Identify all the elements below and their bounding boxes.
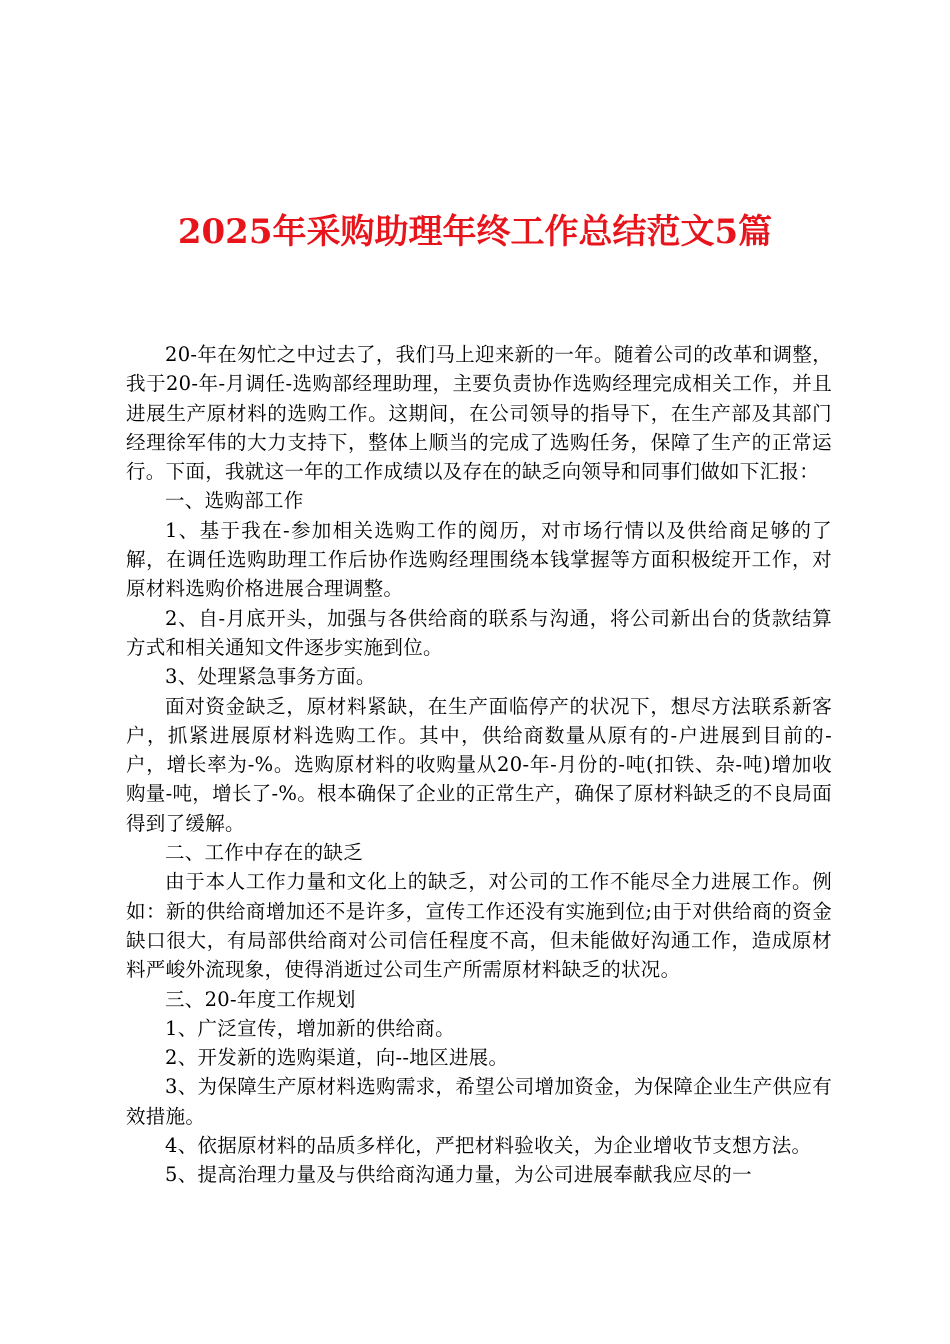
paragraph: 3、处理紧急事务方面。 [165,665,376,689]
list-item: 2、开发新的选购渠道，向--地区进展。 [165,1046,509,1070]
section-heading: 三、20-年度工作规划 [165,987,356,1011]
list-item: 4、依据原材料的品质多样化，严把材料验收关，为企业增收节支想方法。 [165,1134,812,1158]
section-heading: 二、工作中存在的缺乏 [165,841,364,865]
document-title: 2025年采购助理年终工作总结范文5篇 [177,212,773,252]
list-item: 5、提高治理力量及与供给商沟通力量，为公司进展奉献我应尽的一 [165,1163,752,1187]
paragraph: 面对资金缺乏，原材料紧缺，在生产面临停产的状况下，想尽方法联系新客户，抓紧进展原材料选购工作。其中，供给商数量从原有的-户进展到目前的-户，增长率为-%。选购原材料的收购量从20-年-月份的-吨(扣铁、杂-吨)增加收购量-吨，增长了-%。根本确保了企业的正常生产，确保了原材料缺乏的不良局面得到了缓解。 [126,694,832,835]
paragraph: 由于本人工作力量和文化上的缺乏，对公司的工作不能尽全力进展工作。例如：新的供给商增加还不是许多，宣传工作还没有实施到位;由于对供给商的资金缺口很大，有局部供给商对公司信任程度不高，但未能做好沟通工作，造成原材料严峻外流现象，使得消逝过公司生产所需原材料缺乏的状况。 [126,870,832,982]
paragraph: 2、自-月底开头，加强与各供给商的联系与沟通，将公司新出台的货款结算方式和相关通知文件逐步实施到位。 [126,606,832,659]
paragraph: 20-年在匆忙之中过去了，我们马上迎来新的一年。随着公司的改革和调整，我于20-年-月调任-选购部经理助理，主要负责协作选购经理完成相关工作，并且进展生产原材料的选购工作。这期间，在公司领导的指导下，在生产部及其部门经理徐军伟的大力支持下，整体上顺当的完成了选购任务，保障了生产的正常运行。下面，我就这一年的工作成绩以及存在的缺乏向领导和同事们做如下汇报： [126,343,832,484]
list-item: 3、为保障生产原材料选购需求，希望公司增加资金，为保障企业生产供应有效措施。 [126,1075,832,1128]
paragraph: 1、基于我在-参加相关选购工作的阅历，对市场行情以及供给商足够的了解，在调任选购助理工作后协作选购经理围绕本钱掌握等方面积极绽开工作，对原材料选购价格进展合理调整。 [126,518,832,601]
section-heading: 一、选购部工作 [165,489,304,513]
list-item: 1、广泛宣传，增加新的供给商。 [165,1016,455,1040]
document-body [126,340,832,1190]
